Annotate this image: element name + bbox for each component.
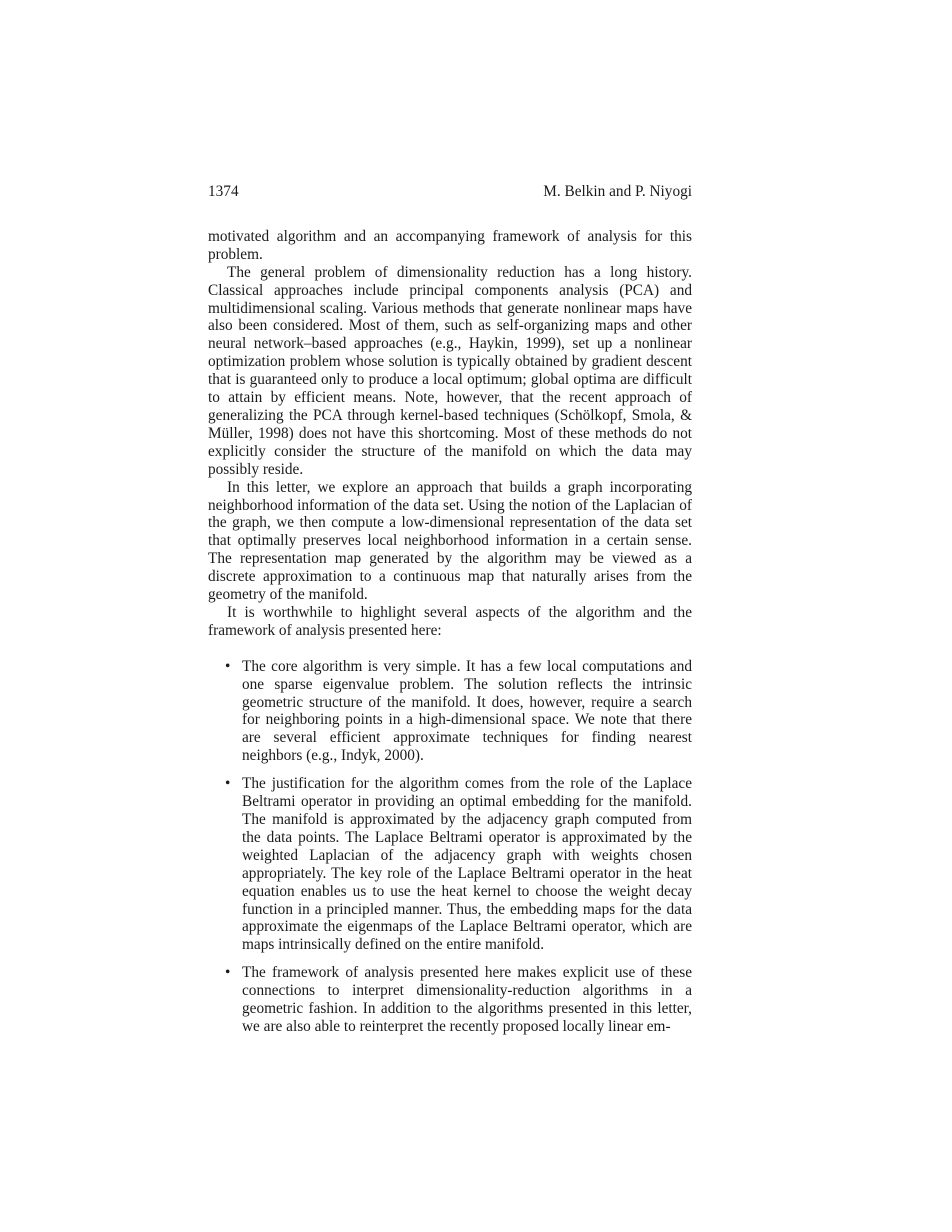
running-header: [208, 183, 692, 201]
list-item-text: The framework of analysis presented here makes explicit use of these connections to interpret dimensionality-reduction algorithms in a geometric fashion. In addition to the algorithms presented in this letter, we are also able to reinterpret the recently proposed locally linear em-: [242, 964, 692, 1035]
page: [208, 183, 692, 1046]
paragraph-continued: motivated algorithm and an accompanying framework of analysis for this problem.: [208, 227, 692, 263]
bullet-icon: •: [225, 775, 231, 793]
paragraph-approach: In this letter, we explore an approach that builds a graph incorporating neighborhood information of the data set. Using the notion of the Laplacian of the graph, we then compute a low-dimensional representation of the data set that optimally preserves local neighborhood information in a certain sense. The representation map generated by the algorithm may be viewed as a discrete approximation to a continuous map that naturally arises from the geometry of the manifold.: [208, 478, 692, 604]
list-item: [208, 964, 692, 1036]
list-item: [208, 658, 692, 765]
aspects-list: [208, 658, 692, 1036]
authors: M. Belkin and P. Niyogi: [543, 183, 692, 200]
list-item-text: The core algorithm is very simple. It has a few local computations and one sparse eigenvalue problem. The solution reflects the intrinsic geometric structure of the manifold. It does, however, require a search for neighboring points in a high-dimensional space. We note that there are several efficient approximate techniques for finding nearest neighbors (e.g., Indyk, 2000).: [242, 657, 692, 765]
paragraph-aspects-intro: It is worthwhile to highlight several aspects of the algorithm and the framework of analysis presented here:: [208, 603, 692, 639]
list-item: [208, 775, 692, 954]
paragraph-history: The general problem of dimensionality reduction has a long history. Classical approaches include principal components analysis (PCA) and multidimensional scaling. Various methods that generate nonlinear maps have also been considered. Most of them, such as self-organizing maps and other neural network–based approaches (e.g., Haykin, 1999), set up a nonlinear optimization problem whose solution is typically obtained by gradient descent that is guaranteed only to produce a local optimum; global optima are difficult to attain by efficient means. Note, however, that the recent approach of generalizing the PCA through kernel-based techniques (Schölkopf, Smola, & Müller, 1998) does not have this shortcoming. Most of these methods do not explicitly consider the structure of the manifold on which the data may possibly reside.: [208, 263, 692, 478]
list-item-text: The justification for the algorithm comes from the role of the Laplace Beltrami operator in providing an optimal embedding for the manifold. The manifold is approximated by the adjacency graph computed from the data points. The Laplace Beltrami operator is approximated by the weighted Laplacian of the adjacency graph with weights chosen appropriately. The key role of the Laplace Beltrami operator in the heat equation enables us to use the heat kernel to choose the weight decay function in a principled manner. Thus, the embedding maps for the data approximate the eigenmaps of the Laplace Beltrami operator, which are maps intrinsically defined on the entire manifold.: [242, 775, 692, 954]
bullet-icon: •: [225, 964, 231, 982]
page-number: 1374: [208, 183, 239, 200]
bullet-icon: •: [225, 657, 231, 675]
